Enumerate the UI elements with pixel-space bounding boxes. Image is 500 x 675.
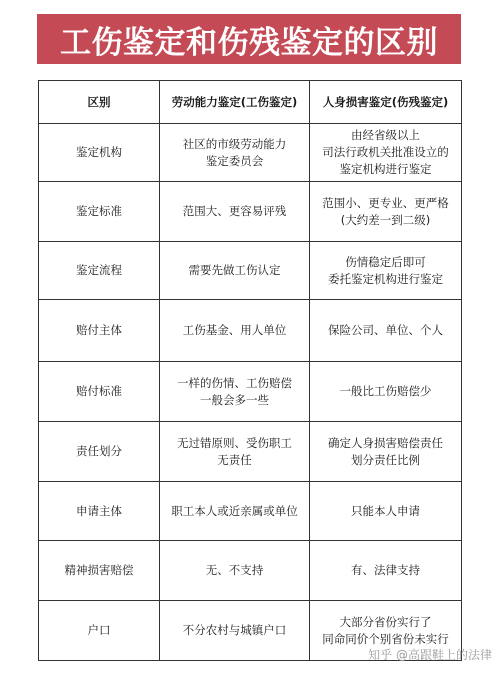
page-title: 工伤鉴定和伤残鉴定的区别 [60,24,438,61]
table-row [39,182,462,242]
table-cell-category: 赔付标准 [39,362,160,422]
table-cell-work-injury: 社区的市级劳动能力 鉴定委员会 [160,124,310,182]
table-row [39,482,462,541]
table-cell-personal-injury: 有、法律支持 [310,541,462,601]
table-row [39,541,462,601]
table-cell-work-injury: 无过错原则、受伤职工 无责任 [160,422,310,482]
table-cell-category: 责任划分 [39,422,160,482]
table-cell-personal-injury: 保险公司、单位、个人 [310,300,462,362]
table-cell-category: 精神损害赔偿 [39,541,160,601]
table-cell-personal-injury: 确定人身损害赔偿责任 划分责任比例 [310,422,462,482]
table-cell-category: 鉴定机构 [39,124,160,182]
table-cell-work-injury: 无、不支持 [160,541,310,601]
table-cell-work-injury: 不分农村与城镇户口 [160,601,310,661]
table-cell-work-injury: 工伤基金、用人单位 [160,300,310,362]
table-header-cell: 劳动能力鉴定(工伤鉴定) [160,81,310,124]
table-cell-category: 申请主体 [39,482,160,541]
table-cell-personal-injury: 由经省级以上 司法行政机关批准设立的 鉴定机构进行鉴定 [310,124,462,182]
table-row [39,124,462,182]
table-cell-category: 鉴定流程 [39,242,160,300]
table-cell-personal-injury: 大部分省份实行了 同命同价个别省份未实行 [310,601,462,661]
table-row [39,242,462,300]
table-cell-work-injury: 职工本人或近亲属或单位 [160,482,310,541]
table-cell-work-injury: 一样的伤情、工伤赔偿 一般会多一些 [160,362,310,422]
table-cell-category: 户口 [39,601,160,661]
table-cell-work-injury: 范围大、更容易评残 [160,182,310,242]
table-header-cell: 人身损害鉴定(伤残鉴定) [310,81,462,124]
table-row [39,300,462,362]
table-cell-work-injury: 需要先做工伤认定 [160,242,310,300]
table-header-cell: 区别 [39,81,160,124]
comparison-table [38,80,462,661]
title-banner [37,14,461,64]
table-cell-personal-injury: 伤情稳定后即可 委托鉴定机构进行鉴定 [310,242,462,300]
table-header-row [39,81,462,124]
table-cell-personal-injury: 只能本人申请 [310,482,462,541]
table-cell-category: 赔付主体 [39,300,160,362]
table-cell-personal-injury: 一般比工伤赔偿少 [310,362,462,422]
table-row [39,422,462,482]
table-cell-category: 鉴定标准 [39,182,160,242]
table-row [39,362,462,422]
table-cell-personal-injury: 范围小、更专业、更严格 (大约差一到二级) [310,182,462,242]
watermark-text: 知乎 @高跟鞋上的法律 [368,648,492,662]
